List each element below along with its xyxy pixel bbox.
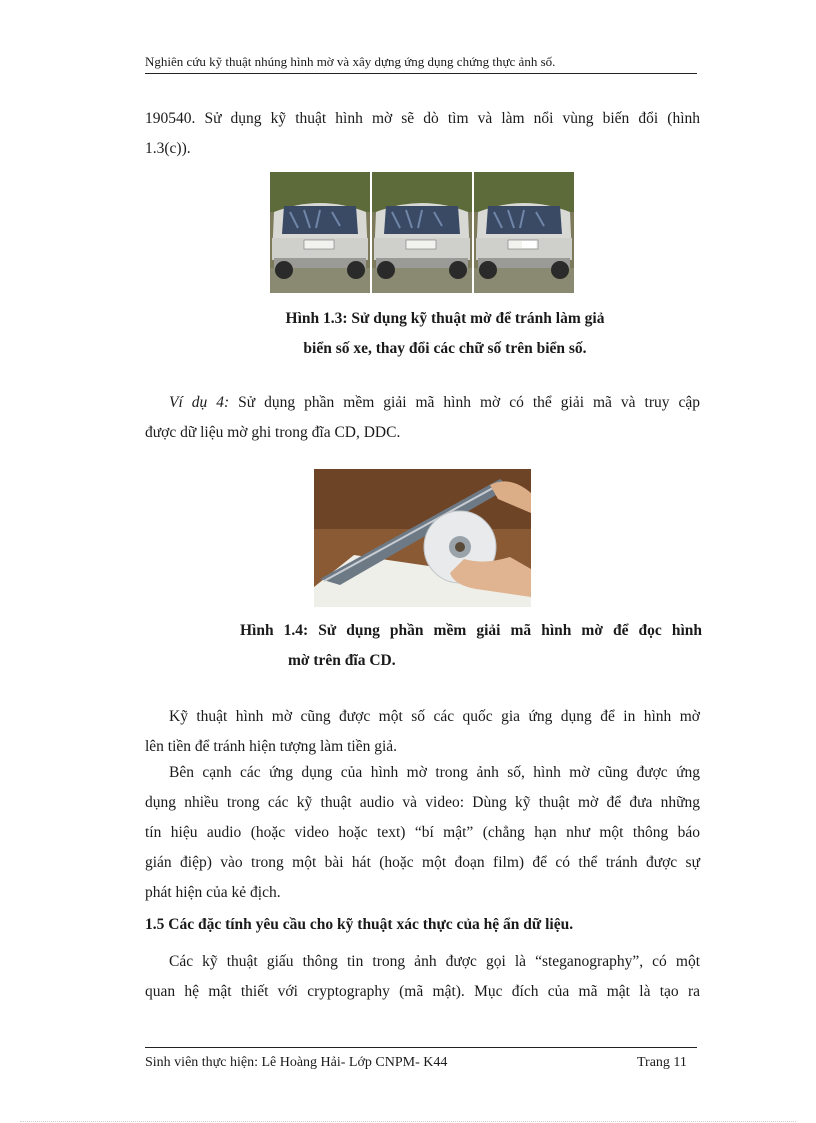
figure-1-3-caption-line-1: Hình 1.3: Sử dụng kỹ thuật mờ để tránh làm giả [285, 310, 605, 327]
steganography-line-1: Các kỹ thuật giấu thông tin trong ảnh được gọi là “steganography”, có một [169, 953, 700, 970]
audio-line-4: gián điệp) vào trong một bài hát (hoặc một đoạn film) để có thể tránh được sự [145, 854, 700, 871]
figure-1-4-caption-line-1: Hình 1.4: Sử dụng phần mềm giải mã hình mờ để đọc hình [240, 622, 702, 639]
steganography-line-2: quan hệ mật thiết với cryptography (mã mật). Mục đích của mã mật là tạo ra [145, 983, 700, 1000]
steganography-paragraph [145, 947, 700, 1007]
footer-student: Sinh viên thực hiện: Lê Hoàng Hải- Lớp CNPM- K44 [145, 1055, 448, 1070]
section-heading: 1.5 Các đặc tính yêu cầu cho kỹ thuật xác thực của hệ ẩn dữ liệu. [145, 916, 574, 933]
intro-line-2: 1.3(c)). [145, 140, 191, 157]
example-4-line-2: được dữ liệu mờ ghi trong đĩa CD, DDC. [145, 424, 401, 441]
intro-line-1: 190540. Sử dụng kỹ thuật hình mờ sẽ dò tìm và làm nổi vùng biến đổi (hình [145, 110, 700, 127]
page-header [145, 54, 697, 74]
example-4-text: Sử dụng phần mềm giải mã hình mờ có thể giải mã và truy cập [229, 394, 701, 411]
example-4-paragraph [145, 388, 700, 448]
currency-paragraph [145, 702, 700, 762]
footer-page-number: Trang 11 [637, 1055, 687, 1070]
audio-line-5: phát hiện của kẻ địch. [145, 884, 281, 901]
car-image-c [474, 172, 574, 293]
intro-paragraph [145, 104, 700, 164]
currency-line-1: Kỹ thuật hình mờ cũng được một số các quốc gia ứng dụng để in hình mờ [169, 708, 700, 725]
example-4-label: Ví dụ 4: [169, 394, 230, 411]
car-image-b [372, 172, 472, 293]
car-image-a [270, 172, 370, 293]
audio-line-2: dụng nhiều trong các kỹ thuật audio và video: Dùng kỹ thuật mờ để đưa những [145, 794, 700, 811]
footer-rule [145, 1047, 697, 1048]
figure-1-3-caption-line-2: biển số xe, thay đổi các chữ số trên biển số. [303, 340, 587, 357]
audio-line-1: Bên cạnh các ứng dụng của hình mờ trong ảnh số, hình mờ cũng được ứng [169, 764, 700, 781]
figure-1-3-caption [220, 304, 670, 364]
figure-1-4-caption [240, 616, 702, 676]
audio-line-3: tín hiệu audio (hoặc video hoặc text) “bí mật” (chẳng hạn như một thông báo [145, 824, 700, 841]
example-4-line-1 [145, 388, 700, 418]
cd-image [314, 469, 531, 607]
currency-line-2: lên tiền để tránh hiện tượng làm tiền giả. [145, 738, 398, 755]
header-title: Nghiên cứu kỹ thuật nhúng hình mờ và xây dựng ứng dụng chứng thực ảnh số. [145, 54, 556, 69]
audio-video-paragraph [145, 758, 700, 908]
page-bottom-divider [20, 1121, 796, 1122]
figure-1-4-caption-line-2: mờ trên đĩa CD. [288, 652, 396, 669]
